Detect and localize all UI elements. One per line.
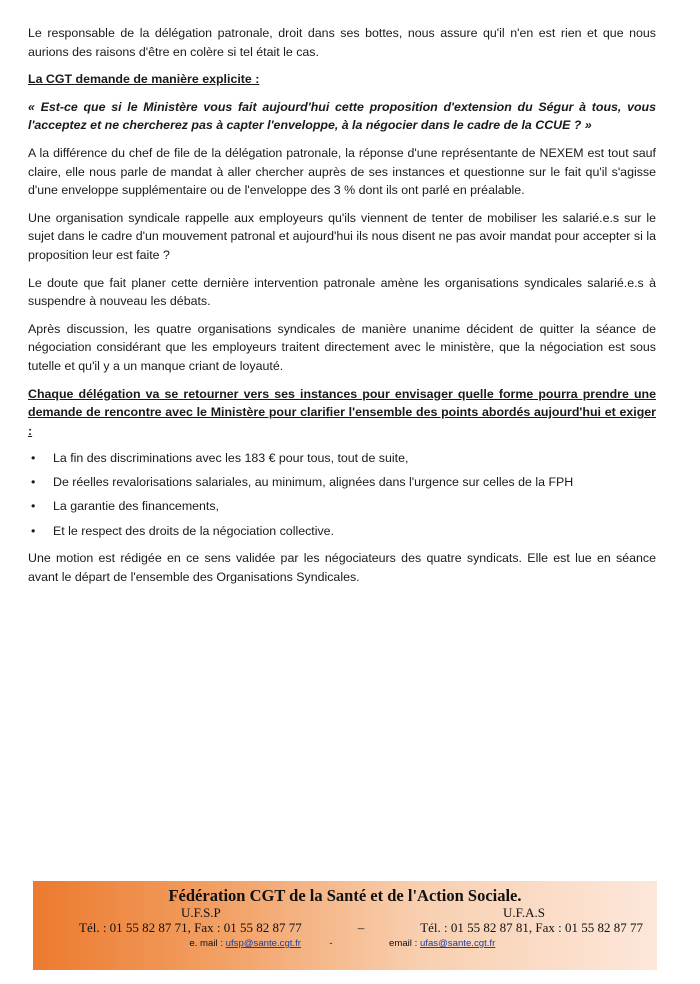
federation-name: Fédération CGT de la Santé et de l'Action Sociale.	[168, 886, 522, 905]
list-item-text: De réelles revalorisations salariales, au minimum, alignées dans l'urgence sur celles de la FPH	[53, 475, 574, 490]
demands-list	[28, 449, 656, 540]
email-separator: -	[329, 938, 333, 949]
paragraph-walkout: Après discussion, les quatre organisations syndicales de manière unanime décident de quitter la séance de négociation considérant que les employeurs traitent directement avec le ministère, que la négociation est sous tutelle et qu'il y a un manque criant de loyauté.	[28, 321, 656, 373]
list-item-text: La fin des discriminations avec les 183 € pour tous, tout de suite,	[53, 451, 409, 466]
email-label: e. mail :	[189, 938, 223, 949]
paragraph-intro: Le responsable de la délégation patronale, droit dans ses bottes, nous assure qu'il n'en est rien et que nous aurions des raisons d'être en colère si tel était le cas.	[28, 26, 656, 59]
heading-cgt-demand: La CGT demande de manière explicite :	[28, 72, 260, 87]
email-ufas-link[interactable]: ufas@sante.cgt.fr	[419, 938, 496, 949]
phone-ufsp: Tél. : 01 55 82 87 71, Fax : 01 55 82 87 77	[79, 920, 302, 935]
paragraph-nexem-response: A la différence du chef de file de la délégation patronale, la réponse d'une représentante de NEXEM est tout sauf claire, elle nous parle de mandat à aller chercher auprès de ses instances et questionne sur le fait qu'il s'agisse d'une enveloppe supplémentaire ou de l'enveloppe des 3 % dont ils ont parlé en préalable.	[28, 145, 656, 198]
paragraph-suspension: Le doute que fait planer cette dernière intervention patronale amène les organisations syndicales salarié.e.s à suspendre à nouveau les débats.	[28, 275, 656, 309]
paragraph-motion: Une motion est rédigée en ce sens validée par les négociateurs des quatre syndicats. Elle est lue en séance avant le départ de l'ensemble des Organisations Syndicales.	[28, 551, 656, 584]
document-body	[28, 24, 656, 595]
unit-ufsp: U.F.S.P	[181, 905, 221, 920]
email-label: email :	[389, 938, 418, 949]
paragraph-union-reminder: Une organisation syndicale rappelle aux employeurs qu'ils viennent de tenter de mobiliser les salarié.e.s sur le sujet dans le cadre d'un mouvement patronal et aujourd'hui ils nous disent ne pas avoir mandat pour accepter si la proposition leur est faite ?	[28, 210, 656, 262]
list-item	[28, 449, 656, 468]
email-ufsp-group	[55, 937, 301, 951]
email-ufsp-link[interactable]: ufsp@sante.cgt.fr	[225, 938, 301, 949]
list-item	[28, 473, 656, 492]
email-row	[33, 935, 657, 951]
bullet-icon: •	[31, 451, 36, 466]
list-item	[28, 497, 656, 516]
list-item	[28, 522, 656, 541]
cgt-question-quote: « Est-ce que si le Ministère vous fait aujourd'hui cette proposition d'extension du Ségur à tous, vous l'acceptez et ne chercherez pas à capter l'enveloppe, à la négocier dans le cadre de la CCUE ? »	[28, 99, 656, 133]
phone-ufas: Tél. : 01 55 82 87 81, Fax : 01 55 82 87 77	[420, 920, 643, 935]
phone-row	[33, 920, 657, 935]
email-ufas-group	[361, 937, 635, 951]
bullet-icon: •	[31, 499, 36, 514]
federation-footer	[33, 881, 657, 970]
unit-names-row	[33, 905, 657, 920]
phone-separator: –	[357, 920, 365, 935]
bullet-icon: •	[31, 475, 36, 490]
list-item-text: La garantie des financements,	[53, 499, 220, 514]
unit-ufas: U.F.A.S	[503, 905, 545, 920]
bullet-icon: •	[31, 523, 36, 538]
heading-delegation-demands: Chaque délégation va se retourner vers ses instances pour envisager quelle forme pourra prendre une demande de rencontre avec le Ministère pour clarifier l'ensemble des points abordés aujourd'hui et exiger :	[28, 386, 656, 438]
list-item-text: Et le respect des droits de la négociation collective.	[53, 523, 335, 538]
